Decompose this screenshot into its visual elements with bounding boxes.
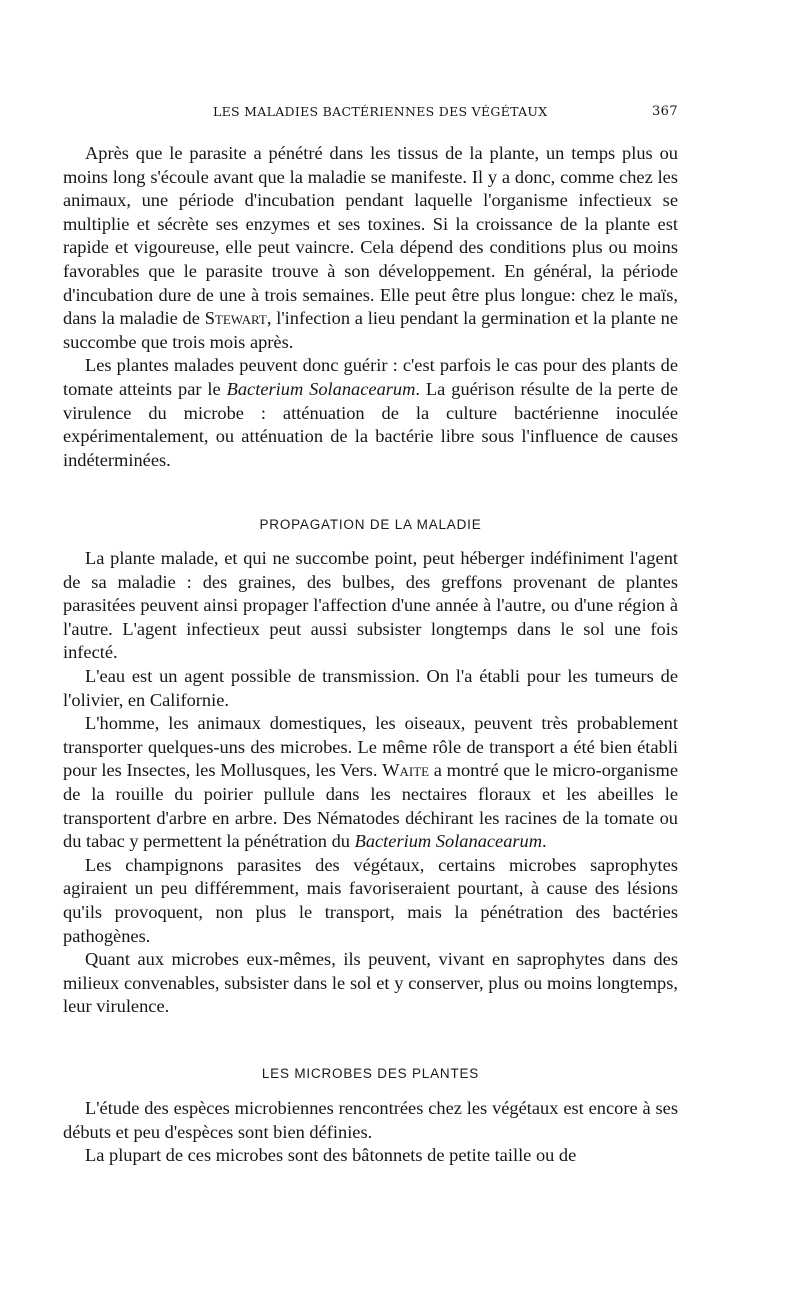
paragraph-saprophytes: Quant aux microbes eux-mêmes, ils peuvent, vivant en saprophytes dans des milieux convenables, subsister dans le sol et y conserver, plus ou moins longtemps, leur virulence. (63, 949, 678, 1017)
page-number: 367 (651, 104, 678, 119)
paragraph-rods: La plupart de ces microbes sont des bâtonnets de petite taille ou de (85, 1145, 577, 1166)
author-name-stewart: Stewart (204, 308, 267, 329)
paragraph-incubation-end: , l'infection a lieu pendant la germination et la plante ne succombe que trois mois après. (63, 308, 678, 352)
paragraph-incubation-text: Après que le parasite a pénétré dans les tissus de la plante, un temps plus ou moins long s'écoule avant que la maladie se manifeste. Il y a donc, comme chez les animaux, une période d'incubation pendant laquelle l'organisme infectieux se multiplie et sécrète ses enzymes et ses toxines. Si la croissance de la plante est rapide et vigoureuse, elle peut vaincre. Cela dépend des conditions plus ou moins favorables que le parasite trouve à son développement. En général, la période d'incubation dure de une à trois semaines. Elle peut être plus longue: chez le maïs, dans la maladie de (63, 143, 678, 329)
paragraph-vectors-end: . (542, 831, 547, 852)
paragraph-incubation (63, 142, 678, 354)
running-title: LES MALADIES BACTÉRIENNES DES VÉGÉTAUX (213, 104, 548, 119)
paragraph-water: L'eau est un agent possible de transmission. On l'a établi pour les tumeurs de l'olivier, en Californie. (63, 665, 678, 710)
paragraph-fungi: Les champignons parasites des végétaux, certains microbes saprophytes agiraient un peu différemment, mais favoriseraient pourtant, à cause des lésions qu'ils provoquent, non plus le transport, mais la pénétration des bactéries pathogènes. (63, 854, 678, 946)
paragraph-healing-start: Les plantes malades peuvent donc guérir : c'est parfois le cas pour des plants de tomate atteints par le (63, 355, 678, 399)
paragraph-host: La plante malade, et qui ne succombe point, peut héberger indéfiniment l'agent de sa maladie : des graines, des bulbes, des greffons provenant de plantes parasitées peuvent ainsi propager l'affection d'une année à l'autre, ou d'une région à l'autre. L'agent infectieux peut aussi subsister longtemps dans le sol une fois infecté. (63, 548, 678, 663)
species-name-2: Bacterium Solanacearum (354, 831, 543, 852)
text-block-propagation (63, 547, 678, 1019)
author-name-waite: Waite (382, 760, 430, 781)
paragraph-healing (63, 354, 678, 472)
paragraph-species-study: L'étude des espèces microbiennes rencontrées chez les végétaux est encore à ses débuts et peu d'espèces sont bien définies. (63, 1098, 678, 1142)
text-block-incubation (63, 142, 678, 472)
species-name: Bacterium Solanacearum (226, 378, 416, 399)
section-heading-microbes: LES MICROBES DES PLANTES (261, 1066, 480, 1081)
text-block-microbes (63, 1097, 678, 1168)
paragraph-vectors (63, 712, 678, 854)
section-heading-propagation: PROPAGATION DE LA MALADIE (259, 517, 482, 532)
paragraph-healing-end: . La guérison résulte de la perte de virulence du microbe : atténuation de la culture bactérienne inoculée expérimentalement, ou atténuation de la bactérie libre sous l'influence de causes indéterminées. (63, 378, 678, 470)
running-head (63, 104, 678, 128)
paragraph-vectors-mid: a montré que le micro-organisme de la rouille du poirier pullule dans les nectaires floraux et les abeilles le transportent d'arbre en arbre. Des Nématodes déchirant les racines de la tomate ou du tabac y permettent la pénétration du (63, 760, 678, 852)
paragraph-vectors-start: L'homme, les animaux domestiques, les oiseaux, peuvent très probablement transporter quelques-uns des microbes. Le même rôle de transport a été bien établi pour les Insectes, les Mollusques, les Vers. (63, 713, 678, 781)
